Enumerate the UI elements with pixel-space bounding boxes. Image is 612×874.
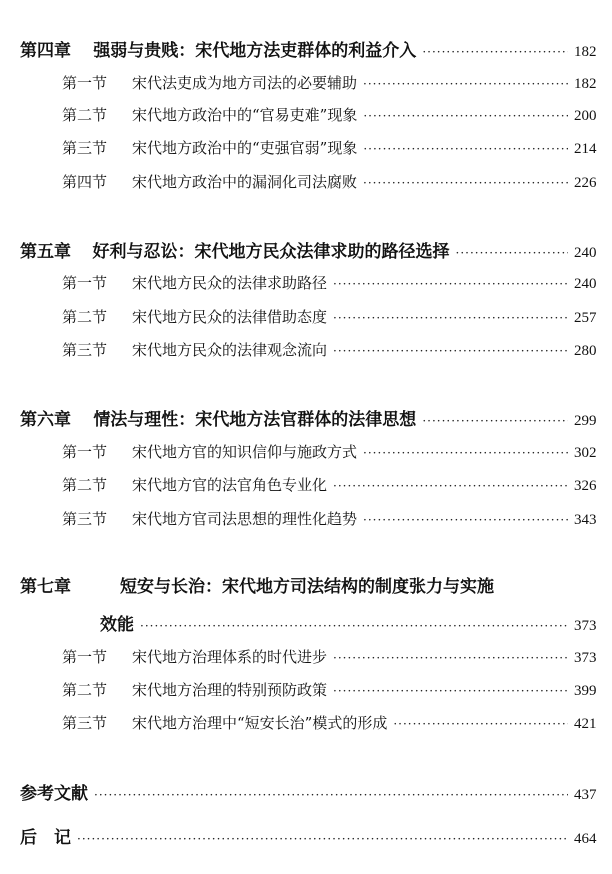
section-number: 第二节	[62, 308, 108, 326]
chapter-title: 强弱与贵贱：宋代地方法吏群体的利益介入	[93, 41, 417, 61]
page-number: 373	[574, 650, 597, 666]
chapter-7-title-continuation[interactable]	[100, 610, 596, 635]
section-number: 第二节	[62, 681, 108, 699]
section-number: 第三节	[62, 510, 108, 528]
chapter-6-section-3[interactable]	[62, 508, 596, 529]
chapter-number: 第五章	[20, 242, 71, 262]
chapter-5-section-3[interactable]	[62, 339, 596, 360]
dot-leader	[422, 45, 568, 59]
chapter-number: 第四章	[20, 41, 71, 61]
section-number: 第二节	[62, 106, 108, 124]
section-title: 宋代地方政治中的“吏强官弱”现象	[132, 139, 358, 157]
section-number: 第三节	[62, 139, 108, 157]
page-number: 280	[574, 343, 597, 359]
dot-leader	[363, 77, 568, 91]
section-number: 第一节	[62, 648, 108, 666]
section-title: 宋代地方民众的法律求助路径	[132, 274, 328, 292]
chapter-6-section-1[interactable]	[62, 441, 596, 462]
chapter-4-section-1[interactable]	[62, 72, 596, 93]
section-title: 宋代地方政治中的漏洞化司法腐败	[132, 173, 358, 191]
section-title: 宋代地方官司法思想的理性化趋势	[132, 510, 358, 528]
section-title: 宋代地方政治中的“官易吏难”现象	[132, 106, 358, 124]
dot-leader	[363, 142, 568, 156]
dot-leader	[94, 788, 568, 802]
section-title: 宋代地方治理中“短安长治”模式的形成	[132, 714, 388, 732]
page-number: 343	[574, 512, 597, 528]
section-title: 宋代地方民众的法律借助态度	[132, 308, 328, 326]
page-number: 240	[574, 276, 597, 292]
dot-leader	[363, 513, 568, 527]
section-number: 第一节	[62, 274, 108, 292]
section-title: 宋代地方治理的特别预防政策	[132, 681, 328, 699]
dot-leader	[333, 651, 568, 665]
chapter-number: 第七章	[20, 577, 71, 597]
chapter-6-section-2[interactable]	[62, 474, 596, 495]
dot-leader	[393, 717, 568, 731]
page-number: 421	[574, 716, 597, 732]
section-number: 第三节	[62, 341, 108, 359]
dot-leader	[456, 246, 568, 260]
chapter-title: 情法与理性：宋代地方法官群体的法律思想	[93, 410, 417, 430]
references-title: 参考文献	[20, 784, 88, 804]
dot-leader	[333, 344, 568, 358]
references-entry[interactable]	[20, 779, 596, 804]
page-number: 257	[574, 310, 597, 326]
chapter-5-section-2[interactable]	[62, 306, 596, 327]
dot-leader	[77, 832, 568, 846]
dot-leader	[333, 479, 568, 493]
chapter-title: 短安与长治：宋代地方司法结构的制度张力与实施	[120, 577, 494, 597]
page-number: 299	[574, 413, 597, 429]
page-number: 200	[574, 108, 597, 124]
section-title: 宋代地方治理体系的时代进步	[132, 648, 328, 666]
page-number: 182	[574, 44, 597, 60]
page-number: 437	[574, 787, 597, 803]
page-number: 302	[574, 445, 597, 461]
dot-leader	[363, 176, 568, 190]
chapter-title: 好利与忍讼：宋代地方民众法律求助的路径选择	[92, 242, 450, 262]
dot-leader	[333, 311, 568, 325]
dot-leader	[140, 619, 568, 633]
chapter-7-section-2[interactable]	[62, 679, 596, 700]
dot-leader	[363, 109, 568, 123]
section-number: 第三节	[62, 714, 108, 732]
chapter-5-section-1[interactable]	[62, 272, 596, 293]
dot-leader	[333, 684, 568, 698]
section-number: 第一节	[62, 74, 108, 92]
dot-leader	[422, 414, 568, 428]
chapter-title-continued: 效能	[100, 615, 134, 635]
section-number: 第一节	[62, 443, 108, 461]
afterword-entry[interactable]	[20, 823, 596, 848]
page-number: 399	[574, 683, 597, 699]
page-number: 326	[574, 478, 597, 494]
section-title: 宋代地方官的法官角色专业化	[132, 476, 328, 494]
afterword-title: 后 记	[20, 828, 71, 848]
page-number: 464	[574, 831, 597, 847]
section-number: 第二节	[62, 476, 108, 494]
chapter-7-entry[interactable]	[20, 572, 494, 597]
chapter-4-section-4[interactable]	[62, 171, 596, 192]
page-number: 240	[574, 245, 597, 261]
section-title: 宋代地方民众的法律观念流向	[132, 341, 328, 359]
section-title: 宋代地方官的知识信仰与施政方式	[132, 443, 358, 461]
page-number: 214	[574, 141, 597, 157]
chapter-5-entry[interactable]	[20, 237, 596, 262]
chapter-4-section-3[interactable]	[62, 137, 596, 158]
chapter-6-entry[interactable]	[20, 405, 596, 430]
page-number: 182	[574, 76, 597, 92]
chapter-number: 第六章	[20, 410, 71, 430]
dot-leader	[333, 277, 568, 291]
section-title: 宋代法吏成为地方司法的必要辅助	[132, 74, 358, 92]
page-number: 226	[574, 175, 597, 191]
chapter-4-section-2[interactable]	[62, 104, 596, 125]
chapter-4-entry[interactable]	[20, 36, 596, 61]
page-number: 373	[574, 618, 597, 634]
chapter-7-section-3[interactable]	[62, 712, 596, 733]
dot-leader	[363, 446, 568, 460]
section-number: 第四节	[62, 173, 108, 191]
chapter-7-section-1[interactable]	[62, 646, 596, 667]
